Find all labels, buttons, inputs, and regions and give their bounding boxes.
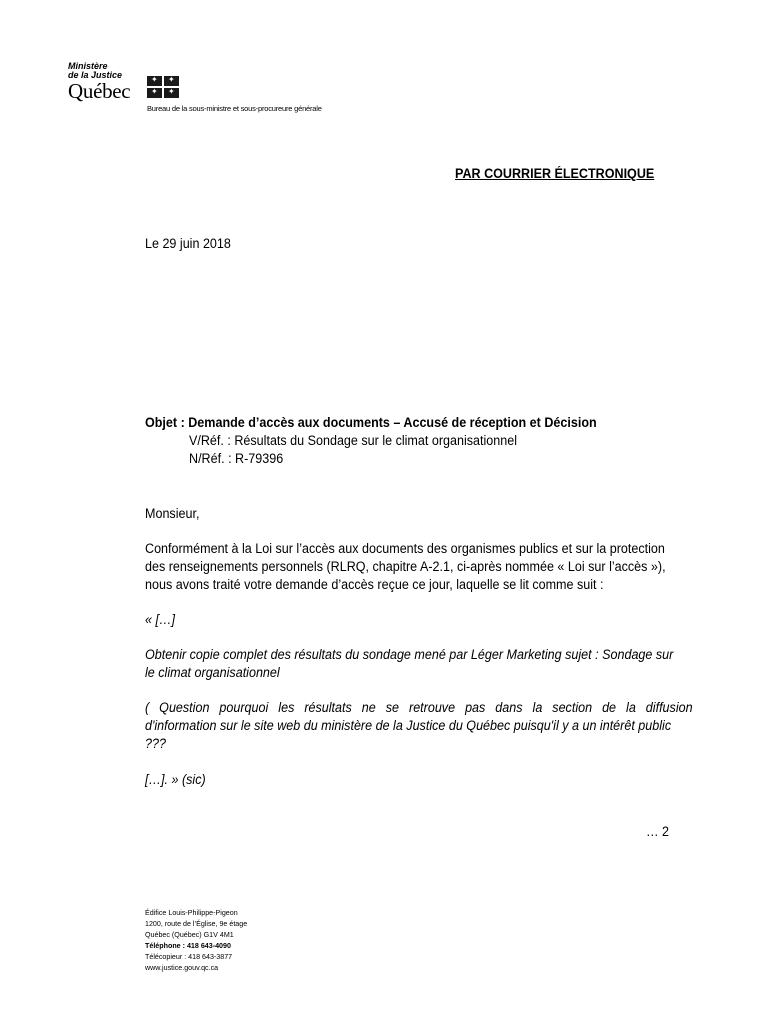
footer-city: Québec (Québec) G1V 4M1: [145, 930, 234, 939]
page-continuation: … 2: [646, 824, 670, 839]
logo-de-la-justice: de la Justice: [68, 70, 123, 80]
our-reference: N/Réf. : R-79396: [189, 451, 284, 466]
logo-ministere: Ministère: [68, 61, 108, 71]
footer-building: Édifice Louis-Philippe-Pigeon: [145, 908, 238, 917]
quote-request-line-2: le climat organisationnel: [145, 665, 280, 680]
quebec-flag-icon: [147, 76, 179, 98]
letter-subject: Objet : Demande d’accès aux documents – Accusé de réception et Décision: [145, 415, 597, 430]
quote-question-line-1: ( Question pourquoi les résultats ne se retrouve pas dans la section de la diffusion: [145, 700, 693, 715]
quote-question-line-3: ???: [145, 736, 166, 751]
quote-request-line-1: Obtenir copie complet des résultats du sondage mené par Léger Marketing sujet : Sondage sur: [145, 647, 674, 662]
quote-question-line-2: d'information sur le site web du ministère de la Justice du Québec puisqu'il y a un intérêt public: [145, 718, 672, 733]
delivery-method: PAR COURRIER ÉLECTRONIQUE: [454, 166, 654, 181]
quote-open: « […]: [145, 612, 176, 627]
footer-fax: Télécopieur : 418 643-3877: [145, 952, 233, 961]
footer-website: www.justice.gouv.qc.ca: [145, 963, 219, 972]
footer-address: 1200, route de l’Église, 9e étage: [145, 919, 248, 928]
quote-close: […]. » (sic): [145, 772, 206, 787]
logo-quebec-wordmark: Québec: [68, 79, 131, 103]
bureau-subtitle: Bureau de la sous-ministre et sous-procureure générale: [147, 104, 322, 113]
salutation: Monsieur,: [145, 506, 200, 521]
your-reference: V/Réf. : Résultats du Sondage sur le climat organisationnel: [189, 433, 518, 448]
letter-date: Le 29 juin 2018: [145, 236, 231, 251]
footer-phone: Téléphone : 418 643-4090: [145, 941, 231, 950]
paragraph-1-line-1: Conformément à la Loi sur l’accès aux documents des organismes publics et sur la protection: [145, 541, 665, 556]
paragraph-1-line-3: nous avons traité votre demande d’accès reçue ce jour, laquelle se lit comme suit :: [145, 577, 604, 592]
paragraph-1-line-2: des renseignements personnels (RLRQ, chapitre A-2.1, ci-après nommée « Loi sur l’accès »),: [145, 559, 666, 574]
